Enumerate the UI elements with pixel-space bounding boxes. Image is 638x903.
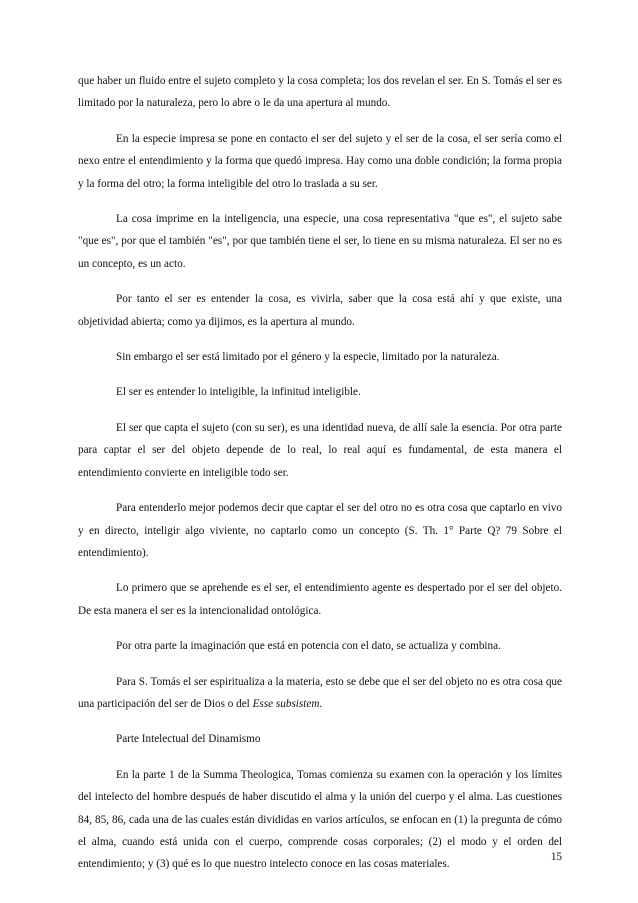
paragraph: Para entenderlo mejor podemos decir que captar el ser del otro no es otra cosa que captarlo en vivo y en directo, inteligir algo viviente, no captarlo como un concepto (S. Th. 1° Parte Q? 79 Sobre el entendimiento). <box>78 502 562 559</box>
paragraph: Por otra parte la imaginación que está en potencia con el dato, se actualiza y combina. <box>116 640 501 653</box>
paragraph: La cosa imprime en la inteligencia, una especie, una cosa representativa "que es", el sujeto sabe "que es", por que el también "es", por que también tiene el ser, lo tiene en su misma naturaleza. El ser no es un concepto, es un acto. <box>78 213 562 270</box>
body-text <box>78 70 562 889</box>
paragraph-text: . <box>319 697 323 710</box>
paragraph: En la especie impresa se pone en contacto el ser del sujeto y el ser de la cosa, el ser sería como el nexo entre el entendimiento y la forma que quedó impresa. Hay como una doble condición; la forma propia y la forma del otro; la forma inteligible del otro lo traslada a su ser. <box>78 132 562 190</box>
page-number: 15 <box>550 851 562 863</box>
paragraph <box>78 671 562 716</box>
paragraph: que haber un fluido entre el sujeto completo y la cosa completa; los dos revelan el ser. En S. Tomás el ser es limitado por la naturaleza, pero lo abre o le da una apertura al mundo. <box>78 75 562 110</box>
paragraph: El ser es entender lo inteligible, la infinitud inteligible. <box>116 386 361 399</box>
paragraph: El ser que capta el sujeto (con su ser), es una identidad nueva, de allí sale la esencia. Por otra parte para captar el ser del objeto depende de lo real, lo real aquí es fundamental, de esta manera el entendimiento convierte en inteligible todo ser. <box>78 421 562 479</box>
paragraph-text: Para S. Tomás el ser espiritualiza a la materia, esto se debe que el ser del objeto no es otra cosa que una participación del ser de Dios o del <box>78 675 562 710</box>
paragraph: En la parte 1 de la Summa Theologica, Tomas comienza su examen con la operación y los límites del intelecto del hombre después de haber discutido el alma y la unión del cuerpo y el alma. Las cuestiones 84, 85, 86, cada una de las cuales están divididas en varios artículos, se enfocan en (1) la pregunta de cómo el alma, cuando está unida con el cuerpo, comprende cosas corporales; (2) el modo y el orden del entendimiento; y (3) qué es lo que nuestro intelecto conoce en las cosas materiales. <box>78 768 562 871</box>
latin-term: Esse subsistem <box>252 697 320 710</box>
paragraph: Por tanto el ser es entender la cosa, es vivirla, saber que la cosa está ahí y que existe, una objetividad abierta; como ya dijimos, es la apertura al mundo. <box>78 293 562 328</box>
paragraph: Sin embargo el ser está limitado por el género y la especie, limitado por la naturaleza. <box>116 351 500 364</box>
section-heading: Parte Intelectual del Dinamismo <box>116 733 261 746</box>
paragraph: Lo primero que se aprehende es el ser, el entendimiento agente es despertado por el ser del objeto. De esta manera el ser es la intencionalidad ontológica. <box>78 582 562 617</box>
